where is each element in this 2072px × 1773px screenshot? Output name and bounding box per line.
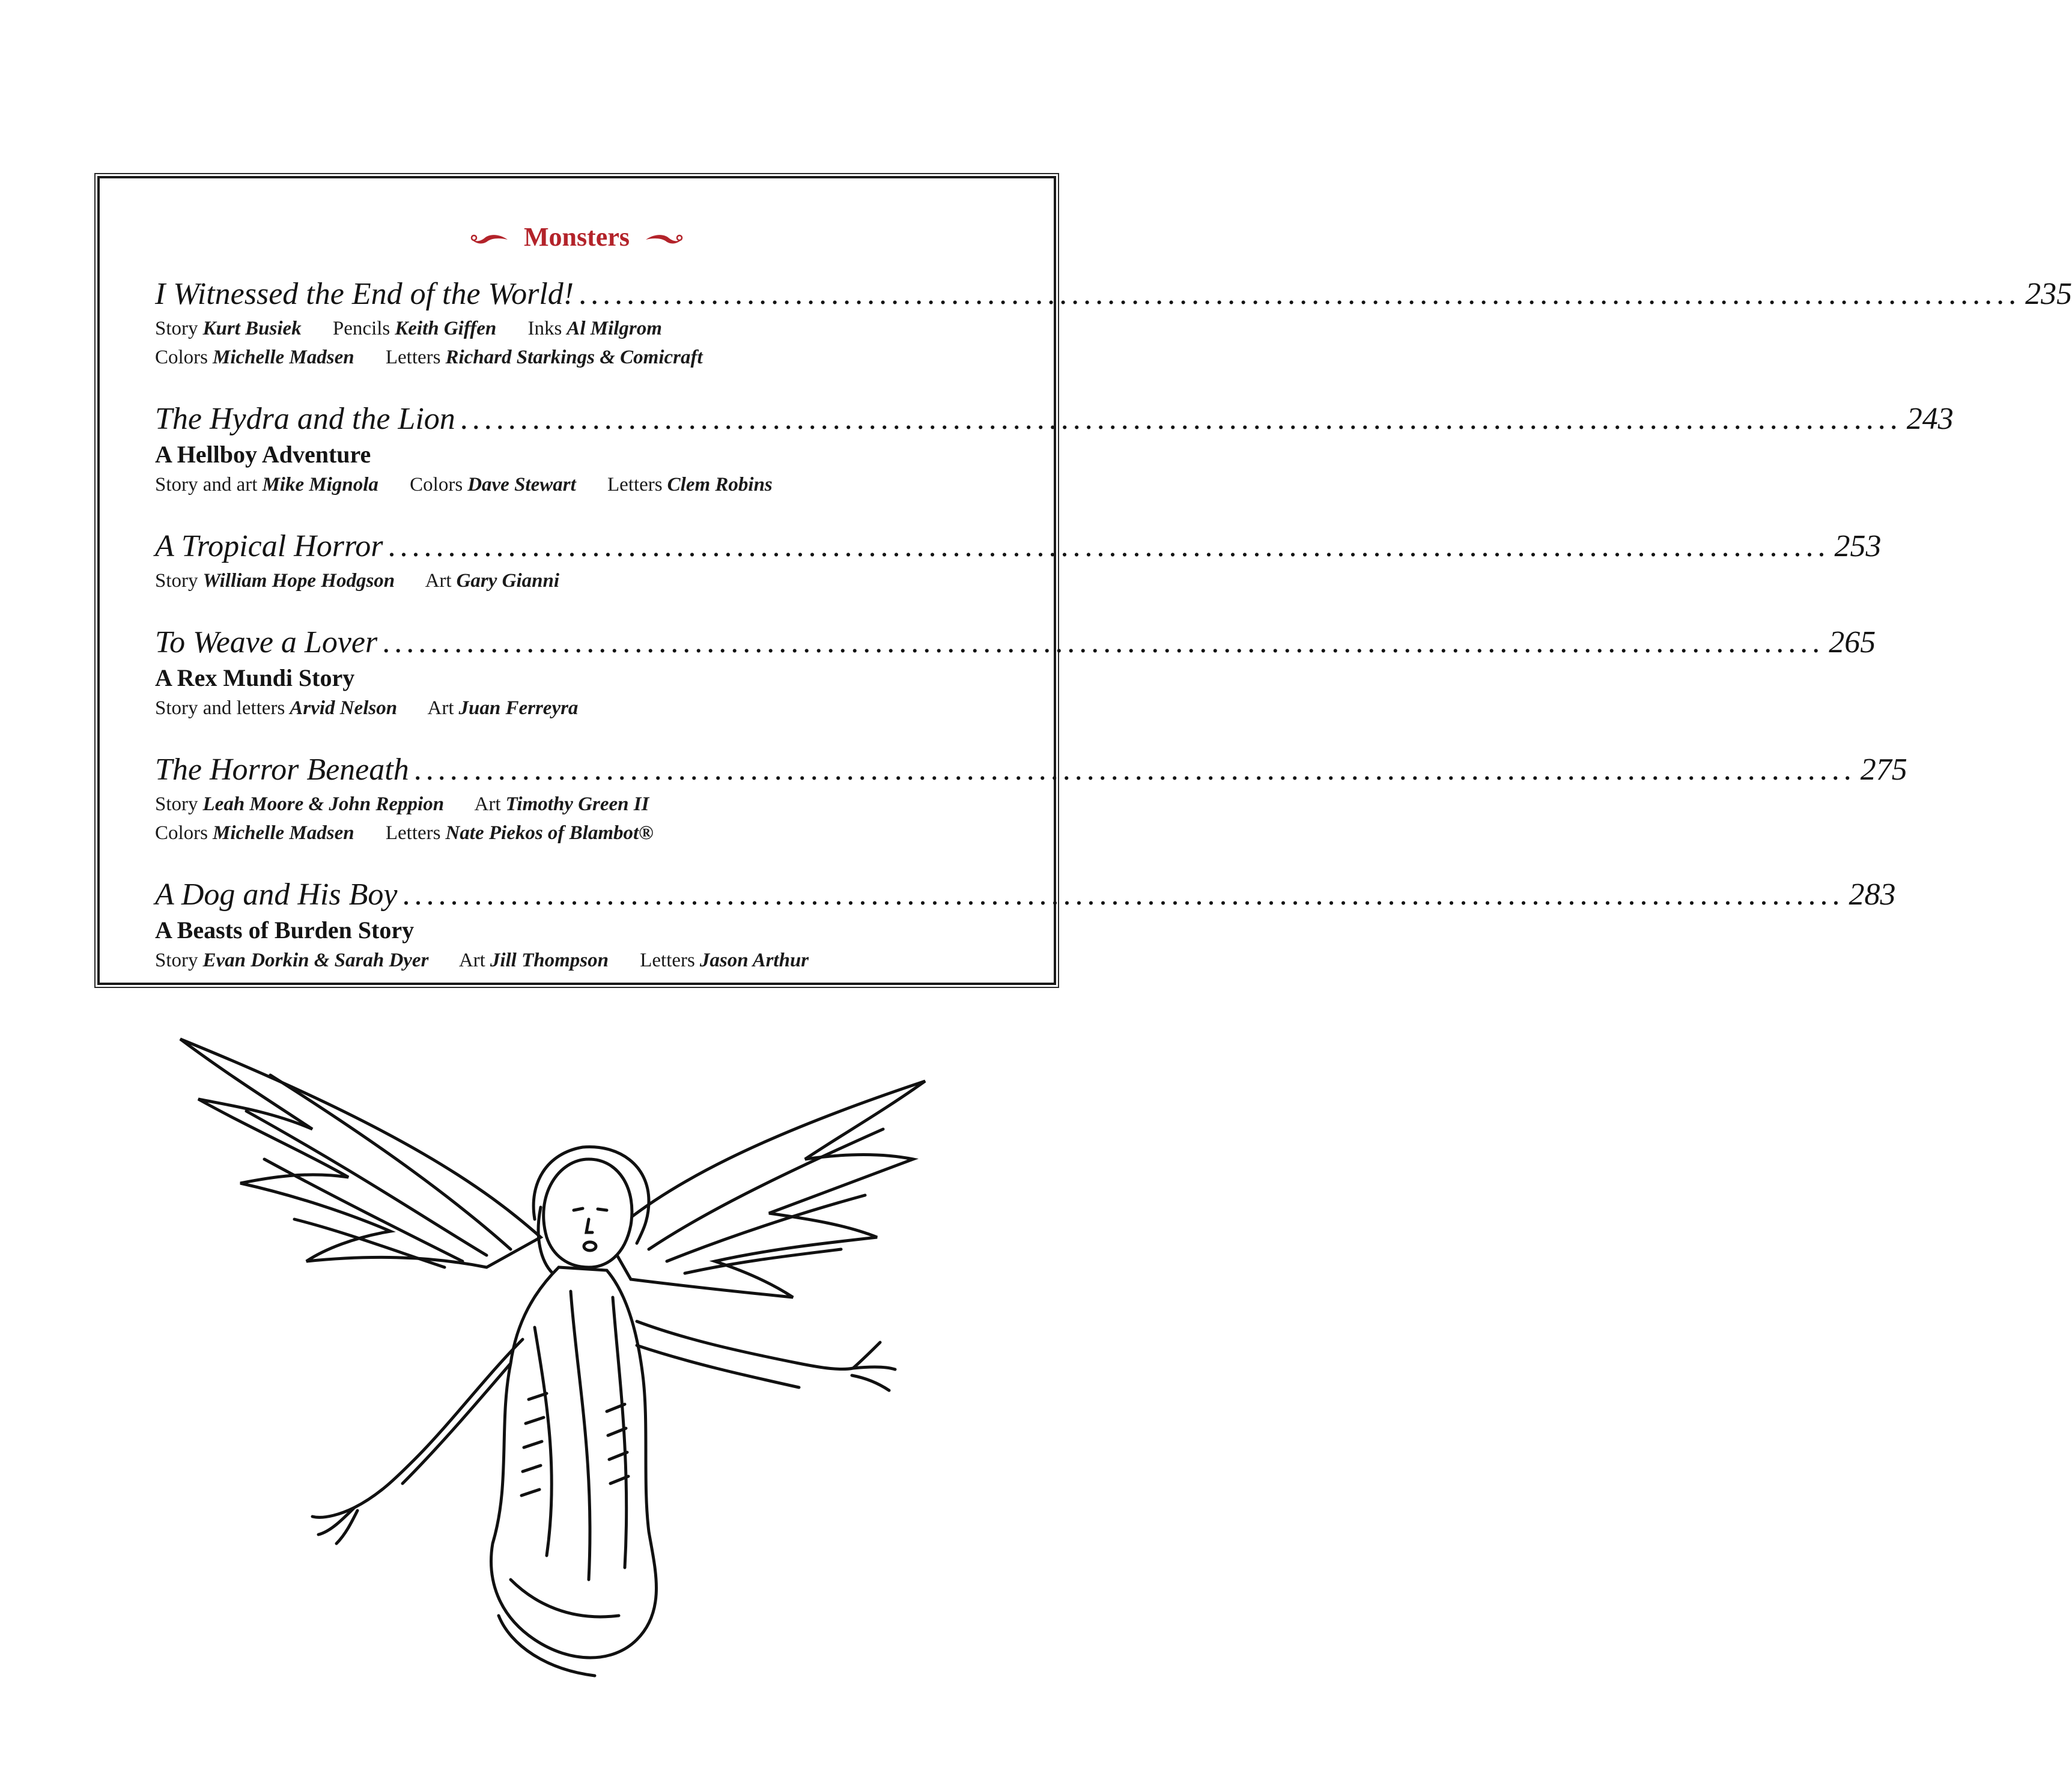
credit-role: Story and letters <box>155 697 285 719</box>
credit-role: Story <box>155 318 198 339</box>
credit-name: Clem Robins <box>667 474 773 496</box>
credit-name: Evan Dorkin & Sarah Dyer <box>202 950 429 971</box>
entry-title: The Horror Beneath <box>155 753 409 787</box>
credit-name: Richard Starkings & Comicraft <box>445 347 703 368</box>
credit-role: Art <box>474 793 501 815</box>
entry-title-line <box>155 623 1876 662</box>
leader-dots: ........................................................................................................................ <box>387 529 1830 563</box>
credits-line <box>155 566 998 595</box>
credits-line <box>155 314 998 343</box>
credit-name: Michelle Madsen <box>213 822 354 844</box>
credit-name: Leah Moore & John Reppion <box>202 793 445 815</box>
credits-line <box>155 790 998 819</box>
toc-entry[interactable] <box>155 399 1954 499</box>
toc-entry[interactable] <box>155 274 2072 372</box>
credit-name: Nate Piekos of Blambot® <box>445 822 654 844</box>
credit-name: Arvid Nelson <box>290 697 398 719</box>
page-number: 243 <box>1906 402 1954 436</box>
credit-role: Inks <box>527 318 562 339</box>
entry-title-line <box>155 399 1954 439</box>
leader-dots: ........................................................................................................................ <box>460 402 1902 436</box>
credits-line <box>155 946 998 975</box>
credit-name: Kurt Busiek <box>202 318 302 339</box>
page-number: 265 <box>1829 625 1876 659</box>
leader-dots: ........................................................................................................................ <box>579 277 2021 311</box>
entry-title-line <box>155 750 1907 790</box>
credit-role: Story <box>155 793 198 815</box>
entry-subtitle: A Rex Mundi Story <box>155 664 355 691</box>
credits-line <box>155 470 998 499</box>
page-number: 275 <box>1860 753 1907 787</box>
toc-entry[interactable] <box>155 527 1882 595</box>
credit-role: Pencils <box>332 318 390 339</box>
credit-name: Al Milgrom <box>567 318 662 339</box>
toc-entry[interactable] <box>155 875 1896 975</box>
credit-name: Gary Gianni <box>456 570 560 592</box>
entry-title: To Weave a Lover <box>155 625 378 659</box>
entry-subtitle: A Beasts of Burden Story <box>155 917 415 944</box>
credit-name: Jill Thompson <box>490 950 609 971</box>
leader-dots: ........................................................................................................................ <box>402 877 1844 912</box>
page-number: 253 <box>1834 529 1882 563</box>
section-heading <box>100 222 1054 252</box>
credit-role: Story <box>155 570 198 592</box>
left-ornament-icon <box>468 232 510 247</box>
credit-role: Art <box>425 570 452 592</box>
toc-entry[interactable] <box>155 750 1907 847</box>
page-number: 283 <box>1849 877 1896 912</box>
entry-title-line <box>155 527 1882 566</box>
credit-role: Colors <box>410 474 463 496</box>
credit-role: Letters <box>640 950 695 971</box>
credit-role: Letters <box>385 347 441 368</box>
entry-subtitle: A Hellboy Adventure <box>155 441 371 468</box>
section-title: Monsters <box>524 222 630 252</box>
credit-role: Story <box>155 950 198 971</box>
angel-woodcut-icon <box>174 1039 931 1694</box>
entry-title: I Witnessed the End of the World! <box>155 277 574 311</box>
credits-line <box>155 343 998 372</box>
credit-name: William Hope Hodgson <box>202 570 395 592</box>
right-ornament-icon <box>643 232 685 247</box>
credit-name: Michelle Madsen <box>213 347 354 368</box>
entry-title: A Dog and His Boy <box>155 877 398 912</box>
credit-role: Letters <box>607 474 663 496</box>
entry-title: The Hydra and the Lion <box>155 402 455 436</box>
credits-line <box>155 819 998 847</box>
leader-dots: ........................................................................................................................ <box>382 625 1824 659</box>
credit-role: Colors <box>155 347 208 368</box>
credit-role: Story and art <box>155 474 258 496</box>
entry-title-line <box>155 875 1896 915</box>
credit-name: Jason Arthur <box>699 950 809 971</box>
toc-entries <box>155 274 2072 1002</box>
contents-frame <box>97 176 2072 985</box>
credit-name: Mike Mignola <box>262 474 378 496</box>
credit-role: Letters <box>385 822 441 844</box>
credit-role: Colors <box>155 822 208 844</box>
credit-name: Keith Giffen <box>395 318 497 339</box>
leader-dots: ........................................................................................................................ <box>413 753 1856 787</box>
credit-name: Juan Ferreyra <box>458 697 579 719</box>
credit-name: Dave Stewart <box>467 474 576 496</box>
page-number: 235 <box>2025 277 2072 311</box>
credit-role: Art <box>427 697 454 719</box>
entry-title: A Tropical Horror <box>155 529 383 563</box>
credits-line <box>155 694 998 723</box>
toc-entry[interactable] <box>155 623 1876 723</box>
credit-role: Art <box>458 950 485 971</box>
entry-title-line <box>155 274 2072 314</box>
credit-name: Timothy Green II <box>505 793 649 815</box>
